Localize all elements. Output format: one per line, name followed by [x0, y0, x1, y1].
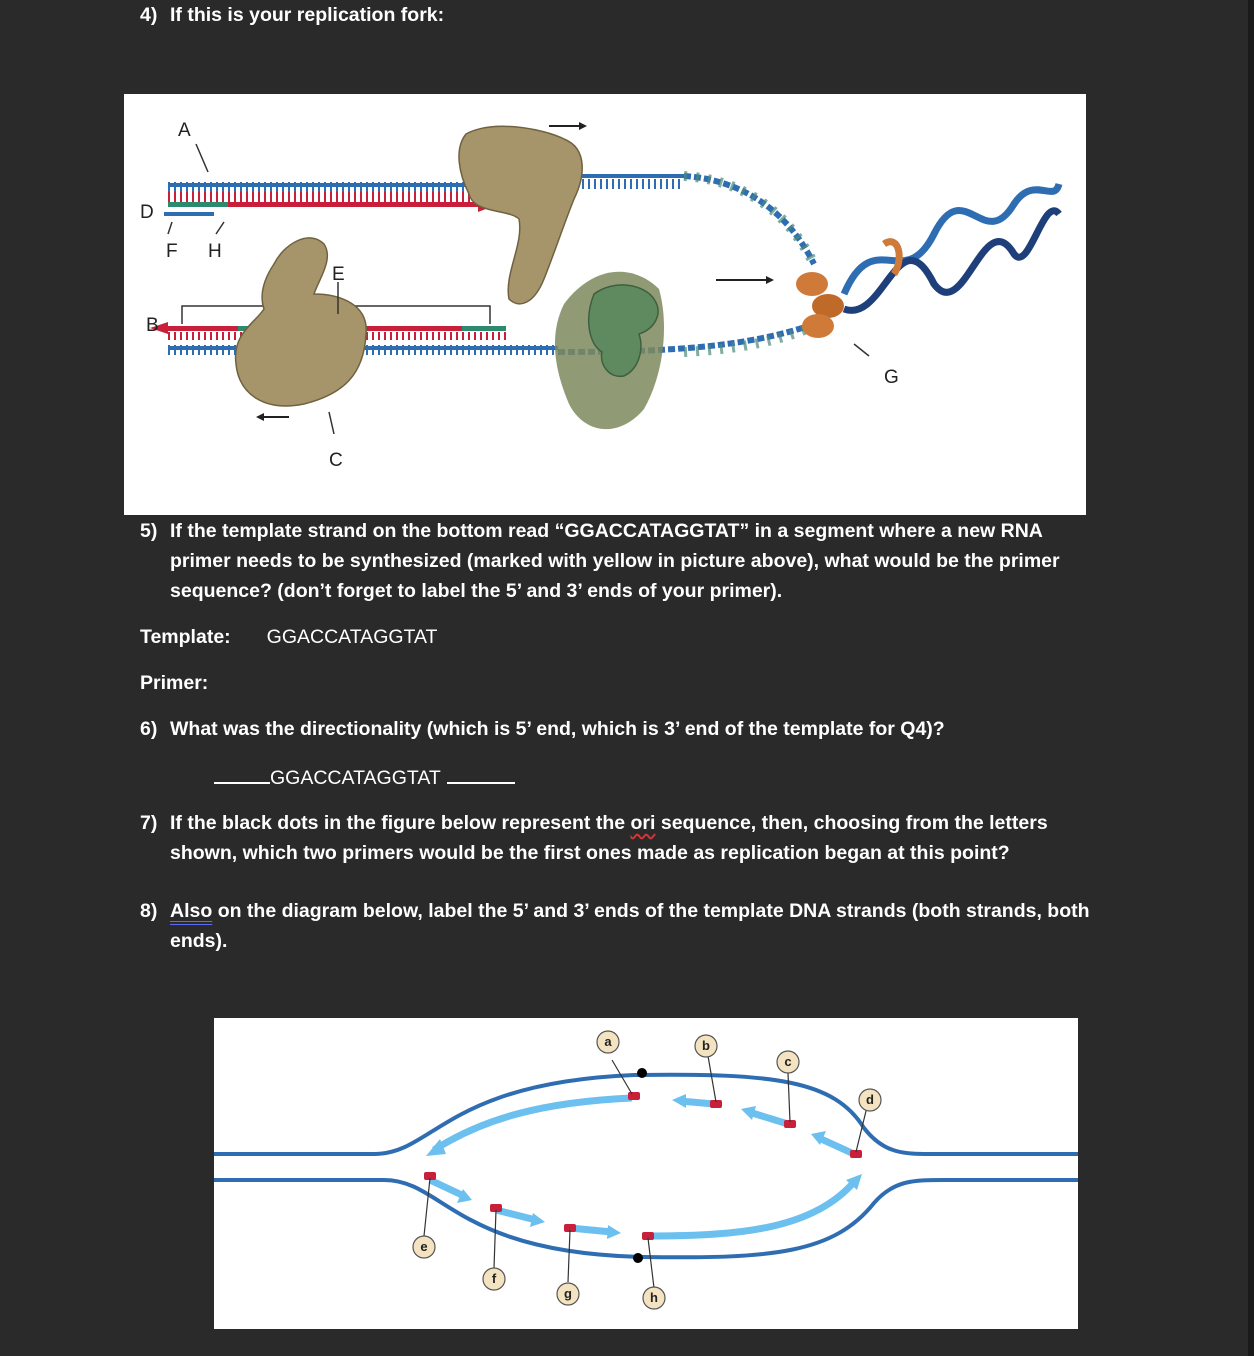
- dna-polymerase-lagging: [236, 238, 367, 406]
- question-5-line-3: sequence? (don’t forget to label the 5’ and 3’ ends of your primer).: [170, 580, 783, 602]
- question-8-line-2: ends).: [170, 930, 228, 952]
- label-f-badge: [483, 1268, 505, 1290]
- primase-enzyme: [459, 126, 582, 303]
- label-h: h: [650, 1290, 658, 1305]
- top-ssb-strand: [684, 176, 814, 264]
- ori-dot-bottom: [633, 1253, 643, 1263]
- question-8-line-1: on the diagram below, label the 5’ and 3’ ends of the template DNA strands (both strands, both: [217, 900, 1090, 922]
- leading-strand-right: [650, 1182, 854, 1236]
- template-row: [140, 622, 437, 652]
- replication-fork-figure: [124, 94, 1086, 515]
- template-label: Template:: [140, 626, 231, 648]
- leader-c: [788, 1073, 790, 1122]
- answer-blank-left[interactable]: [214, 762, 270, 784]
- okazaki-top-3: [819, 1138, 854, 1154]
- label-d: d: [866, 1092, 874, 1107]
- label-e-badge: [413, 1236, 435, 1258]
- top-lower-strand: [164, 212, 214, 216]
- label-d: D: [140, 202, 154, 223]
- label-a: a: [604, 1034, 612, 1049]
- okazaki-top-2: [749, 1112, 788, 1124]
- label-c: C: [329, 450, 343, 471]
- label-e: e: [420, 1239, 428, 1254]
- arrowhead: [672, 1094, 686, 1108]
- primer-row: [140, 668, 208, 698]
- label-g-badge: [557, 1283, 579, 1305]
- label-e: E: [332, 264, 345, 285]
- question-7: [140, 808, 1048, 868]
- leader-h: [648, 1238, 654, 1288]
- helicase-subunit: [802, 314, 834, 338]
- question-8: [140, 896, 1090, 956]
- label-f: F: [166, 241, 178, 262]
- label-h: H: [208, 241, 222, 262]
- arrowhead: [530, 1213, 545, 1227]
- okazaki-primer-2: [462, 326, 506, 331]
- question-6-answer-row: [214, 762, 515, 793]
- primer-a: [628, 1092, 640, 1100]
- arrowhead: [256, 413, 264, 421]
- question-number: 7): [140, 812, 158, 834]
- label-c-badge: [777, 1051, 799, 1073]
- label-h-badge: [643, 1287, 665, 1309]
- okazaki-bottom-2: [496, 1210, 536, 1220]
- replication-fork-svg: [124, 94, 1086, 515]
- label-c: c: [784, 1054, 792, 1069]
- okazaki-bottom-3: [570, 1228, 612, 1232]
- leader-f: [494, 1210, 496, 1268]
- replication-bubble-svg: [214, 1018, 1078, 1329]
- okazaki-bottom-1: [430, 1180, 464, 1196]
- top-rna-primer: [168, 202, 228, 207]
- top-template-strand: [214, 1075, 1078, 1154]
- question-text: If this is your replication fork:: [170, 4, 445, 26]
- question-6-sequence: GGACCATAGGTAT: [270, 767, 441, 789]
- window-edge: [1248, 0, 1254, 1356]
- arrowhead: [607, 1225, 621, 1239]
- label-line-g: [854, 344, 869, 356]
- label-g: G: [884, 367, 899, 388]
- top-parental-strand: [168, 183, 478, 187]
- replication-bubble-figure: [214, 1018, 1078, 1329]
- question-7-text-a: If the black dots in the figure below represent the: [170, 812, 626, 834]
- label-f: f: [491, 1271, 497, 1286]
- top-ssb-proteins: [684, 176, 814, 264]
- label-line-a: [196, 144, 208, 172]
- answer-blank-right[interactable]: [447, 762, 515, 784]
- label-b-badge: [695, 1035, 717, 1057]
- ori-word: ori: [630, 812, 656, 834]
- question-5-line-2: primer needs to be synthesized (marked with yellow in picture above), what would be the primer: [170, 550, 1060, 572]
- leader-g: [568, 1230, 570, 1282]
- ori-dot-top: [637, 1068, 647, 1078]
- okazaki-fragment-1: [168, 326, 238, 331]
- primer-label: Primer:: [140, 672, 209, 694]
- label-d-badge: [859, 1089, 881, 1111]
- question-5: [140, 516, 1060, 606]
- question-4: [140, 0, 444, 30]
- template-sequence: GGACCATAGGTAT: [266, 626, 438, 648]
- question-7-text-b: sequence, then, choosing from the letters: [660, 812, 1048, 834]
- label-a: A: [178, 120, 191, 141]
- label-line-f: [168, 222, 172, 234]
- question-7-line-2: shown, which two primers would be the first ones made as replication began at this point?: [170, 842, 1010, 864]
- label-b: B: [146, 315, 159, 336]
- leader-e: [424, 1178, 430, 1236]
- arrowhead: [766, 276, 774, 284]
- label-line-h: [216, 222, 224, 234]
- question-6: [140, 714, 945, 744]
- label-a-badge: [597, 1031, 619, 1053]
- question-6-text: What was the directionality (which is 5’ end, which is 3’ end of the template for Q4)?: [170, 718, 945, 740]
- question-number: 8): [140, 900, 158, 922]
- helicase-subunit: [796, 272, 828, 296]
- question-5-line-1: If the template strand on the bottom read “GGACCATAGGTAT” in a segment where a new RNA: [170, 520, 1043, 542]
- top-leading-new-strand: [228, 202, 478, 207]
- arrowhead: [741, 1106, 756, 1120]
- question-number: 4): [140, 4, 158, 26]
- label-g: g: [564, 1286, 572, 1301]
- bottom-template-strand: [214, 1180, 1078, 1257]
- double-helix-strand-1: [844, 184, 1059, 294]
- question-number: 6): [140, 718, 158, 740]
- question-number: 5): [140, 520, 158, 542]
- also-word: Also: [170, 900, 213, 922]
- label-b: b: [702, 1038, 710, 1053]
- label-line-c: [329, 412, 334, 434]
- arrowhead: [579, 122, 587, 130]
